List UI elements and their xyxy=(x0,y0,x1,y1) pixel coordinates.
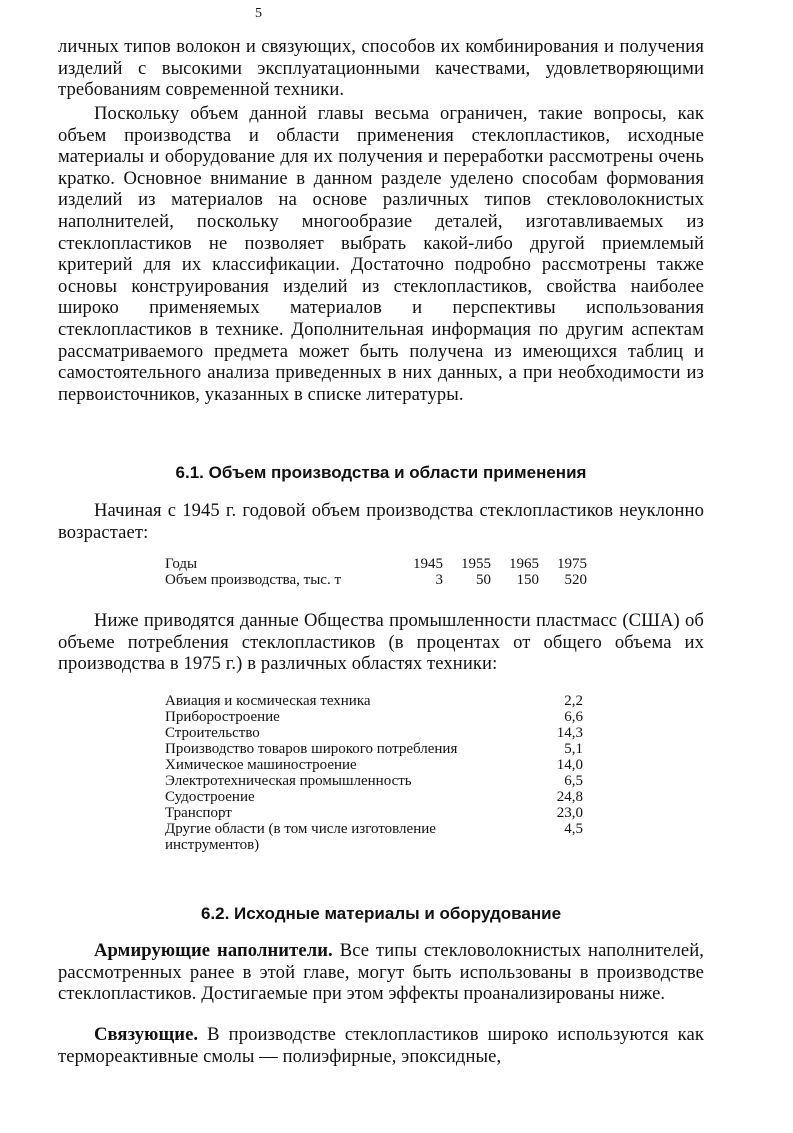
area-value: 23,0 xyxy=(556,805,583,821)
table-row xyxy=(165,789,583,805)
area-name: Электротехническая промышленность xyxy=(165,773,412,789)
paragraph-5 xyxy=(58,1024,704,1067)
production-table xyxy=(165,556,587,588)
paragraph-2-text: Начиная с 1945 г. годовой объем производства стеклопластиков неуклонно возрастает: xyxy=(58,500,704,543)
paragraph-1 xyxy=(58,103,704,405)
area-name: Авиация и космическая техника xyxy=(165,693,371,709)
paragraph-5-text xyxy=(58,1024,704,1067)
volume-cell: 520 xyxy=(564,572,587,588)
table-row xyxy=(165,773,583,789)
area-value: 24,8 xyxy=(556,789,583,805)
table-row xyxy=(165,821,583,853)
area-name: Химическое машиностроение xyxy=(165,757,357,773)
paragraph-4-text xyxy=(58,940,704,1005)
area-name: Производство товаров широкого потребления xyxy=(165,741,458,757)
paragraph-4 xyxy=(58,940,704,1005)
volume-cell: 50 xyxy=(476,572,491,588)
section-2-title: 6.2. Исходные материалы и оборудование xyxy=(200,904,562,923)
intro-text: личных типов волокон и связующих, способов их комбинирования и получения изделий с высокими эксплуатационными качествами, удовлетворяющими требованиям современной техники. xyxy=(58,36,704,101)
paragraph-3-text: Ниже приводятся данные Общества промышленности пластмасс (США) об объеме потребления стеклопластиков (в процентах от общего объема их производства в 1975 г.) в различных областях техники: xyxy=(58,610,704,675)
year-cell: 1955 xyxy=(461,556,491,572)
paragraph-4-body: Все типы стекловолокнистых наполнителей, рассмотренных ранее в этой главе, могут быть использованы в производстве стеклопластиков. Достигаемые при этом эффекты проанализированы ниже. xyxy=(58,940,704,1005)
area-value: 2,2 xyxy=(564,693,583,709)
area-name: Транспорт xyxy=(165,805,232,821)
paragraph-3 xyxy=(58,610,704,675)
section-2-heading xyxy=(58,904,704,924)
area-value: 14,3 xyxy=(556,725,583,741)
table-row xyxy=(165,572,587,588)
area-value: 6,5 xyxy=(564,773,583,789)
year-cell: 1965 xyxy=(509,556,539,572)
paragraph-4-lead: Армирующие наполнители. xyxy=(94,940,333,961)
table-row xyxy=(165,757,583,773)
table-row xyxy=(165,805,583,821)
table-row xyxy=(165,741,583,757)
table-row xyxy=(165,725,583,741)
area-name: Другие области (в том числе изготовление инструментов) xyxy=(165,821,436,853)
area-value: 6,6 xyxy=(564,709,583,725)
area-value: 5,1 xyxy=(564,741,583,757)
area-name: Судостроение xyxy=(165,789,255,805)
table-row xyxy=(165,556,587,572)
section-1-title: 6.1. Объем производства и области применения xyxy=(175,463,587,482)
volume-cell: 150 xyxy=(516,572,539,588)
paragraph-5-body: В производстве стеклопластиков широко используются как термореактивные смолы — полиэфирные, эпоксидные, xyxy=(58,1024,704,1067)
area-value: 4,5 xyxy=(564,821,583,837)
paragraph-1-text: Поскольку объем данной главы весьма ограничен, такие вопросы, как объем производства и области применения стеклопластиков, исходные материалы и оборудование для их получения и переработки рассмотрены очень кратко. Основное внимание в данном разделе уделено способам формования изделий из материалов на основе различных типов стекловолокнистых наполнителей, поскольку многообразие деталей, изготавливаемых из стеклопластиков не позволяет выбрать какой-либо другой приемлемый критерий для их классификации. Достаточно подробно рассмотрены также основы конструирования изделий из стеклопластиков, свойства наиболее широко применяемых материалов и перспективы использования стеклопластиков в технике. Дополнительная информация по другим аспектам рассматриваемого предмета может быть получена из имеющихся таблиц и самостоятельного анализа приведенных в них данных, а при необходимости из первоисточников, указанных в списке литературы. xyxy=(58,103,704,405)
section-1-heading xyxy=(58,463,704,483)
consumption-table xyxy=(165,693,583,853)
area-name: Строительство xyxy=(165,725,260,741)
table-row xyxy=(165,709,583,725)
intro-paragraph xyxy=(58,36,704,101)
page-mark: 5 xyxy=(255,6,262,21)
year-cell: 1975 xyxy=(557,556,587,572)
row-label: Объем производства, тыс. т xyxy=(165,572,342,588)
paragraph-5-lead: Связующие. xyxy=(94,1024,199,1045)
table-row xyxy=(165,693,583,709)
year-cell: 1945 xyxy=(413,556,443,572)
paragraph-2 xyxy=(58,500,704,543)
row-label: Годы xyxy=(165,556,198,572)
area-value: 14,0 xyxy=(556,757,583,773)
area-name: Приборостроение xyxy=(165,709,280,725)
volume-cell: 3 xyxy=(435,572,443,588)
